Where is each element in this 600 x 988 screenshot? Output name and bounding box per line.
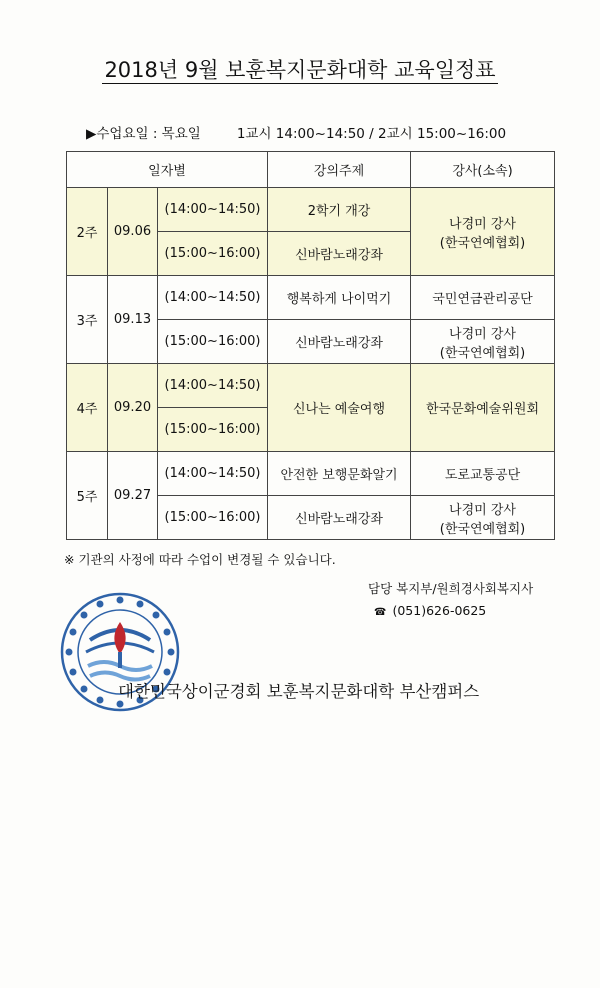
schedule-table	[66, 151, 555, 540]
topic-cell: 2학기 개강	[268, 188, 411, 232]
instructor-name: 나경미 강사	[449, 502, 516, 518]
topic-cell: 신나는 예술여행	[268, 364, 411, 452]
contact-info	[368, 578, 533, 624]
date-cell: 09.06	[108, 188, 158, 276]
instructor-cell	[411, 496, 555, 540]
instructor-cell	[411, 188, 555, 276]
header-instructor: 강사(소속)	[411, 152, 555, 188]
date-cell: 09.13	[108, 276, 158, 364]
week-cell: 2주	[67, 188, 108, 276]
organization-name: 대한민국상이군경회 보훈복지문화대학 부산캠퍼스	[118, 682, 480, 701]
table-row	[67, 276, 555, 320]
time-cell: (14:00~14:50)	[158, 364, 268, 408]
instructor-cell	[411, 320, 555, 364]
week-cell: 3주	[67, 276, 108, 364]
instructor-affiliation: (한국연예협회)	[439, 345, 526, 361]
week-cell: 4주	[67, 364, 108, 452]
contact-phone-line	[374, 600, 533, 624]
instructor-affiliation: (한국연예협회)	[439, 521, 526, 537]
time-cell: (15:00~16:00)	[158, 496, 268, 540]
date-cell: 09.27	[108, 452, 158, 540]
time-cell: (15:00~16:00)	[158, 320, 268, 364]
table-row	[67, 452, 555, 496]
topic-cell: 신바람노래강좌	[268, 496, 411, 540]
contact-manager: 담당 복지부/원희경사회복지사	[368, 581, 534, 596]
time-cell: (14:00~14:50)	[158, 188, 268, 232]
instructor-name: 나경미 강사	[449, 216, 516, 232]
instructor-cell: 도로교통공단	[411, 452, 555, 496]
class-info	[86, 122, 506, 142]
page-title	[0, 54, 600, 84]
contact-phone: (051)626-0625	[392, 603, 487, 618]
header-topic: 강의주제	[268, 152, 411, 188]
table-row	[67, 188, 555, 232]
schedule-change-note: ※ 기관의 사정에 따라 수업이 변경될 수 있습니다.	[64, 552, 336, 567]
topic-cell: 안전한 보행문화알기	[268, 452, 411, 496]
page-title-text: 2018년 9월 보훈복지문화대학 교육일정표	[104, 58, 496, 82]
header-date: 일자별	[67, 152, 268, 188]
topic-cell: 신바람노래강좌	[268, 320, 411, 364]
table-header-row	[67, 152, 555, 188]
time-cell: (14:00~14:50)	[158, 452, 268, 496]
time-cell: (15:00~16:00)	[158, 408, 268, 452]
topic-cell: 신바람노래강좌	[268, 232, 411, 276]
time-cell: (14:00~14:50)	[158, 276, 268, 320]
topic-cell: 행복하게 나이먹기	[268, 276, 411, 320]
instructor-name: 나경미 강사	[449, 326, 516, 342]
time-cell: (15:00~16:00)	[158, 232, 268, 276]
table-row	[67, 364, 555, 408]
instructor-cell: 국민연금관리공단	[411, 276, 555, 320]
phone-icon: ☎	[374, 607, 387, 618]
class-day: ▶수업요일 : 목요일	[86, 126, 201, 142]
instructor-cell: 한국문화예술위원회	[411, 364, 555, 452]
class-periods: 1교시 14:00~14:50 / 2교시 15:00~16:00	[236, 126, 507, 142]
week-cell: 5주	[67, 452, 108, 540]
instructor-affiliation: (한국연예협회)	[439, 235, 526, 251]
date-cell: 09.20	[108, 364, 158, 452]
